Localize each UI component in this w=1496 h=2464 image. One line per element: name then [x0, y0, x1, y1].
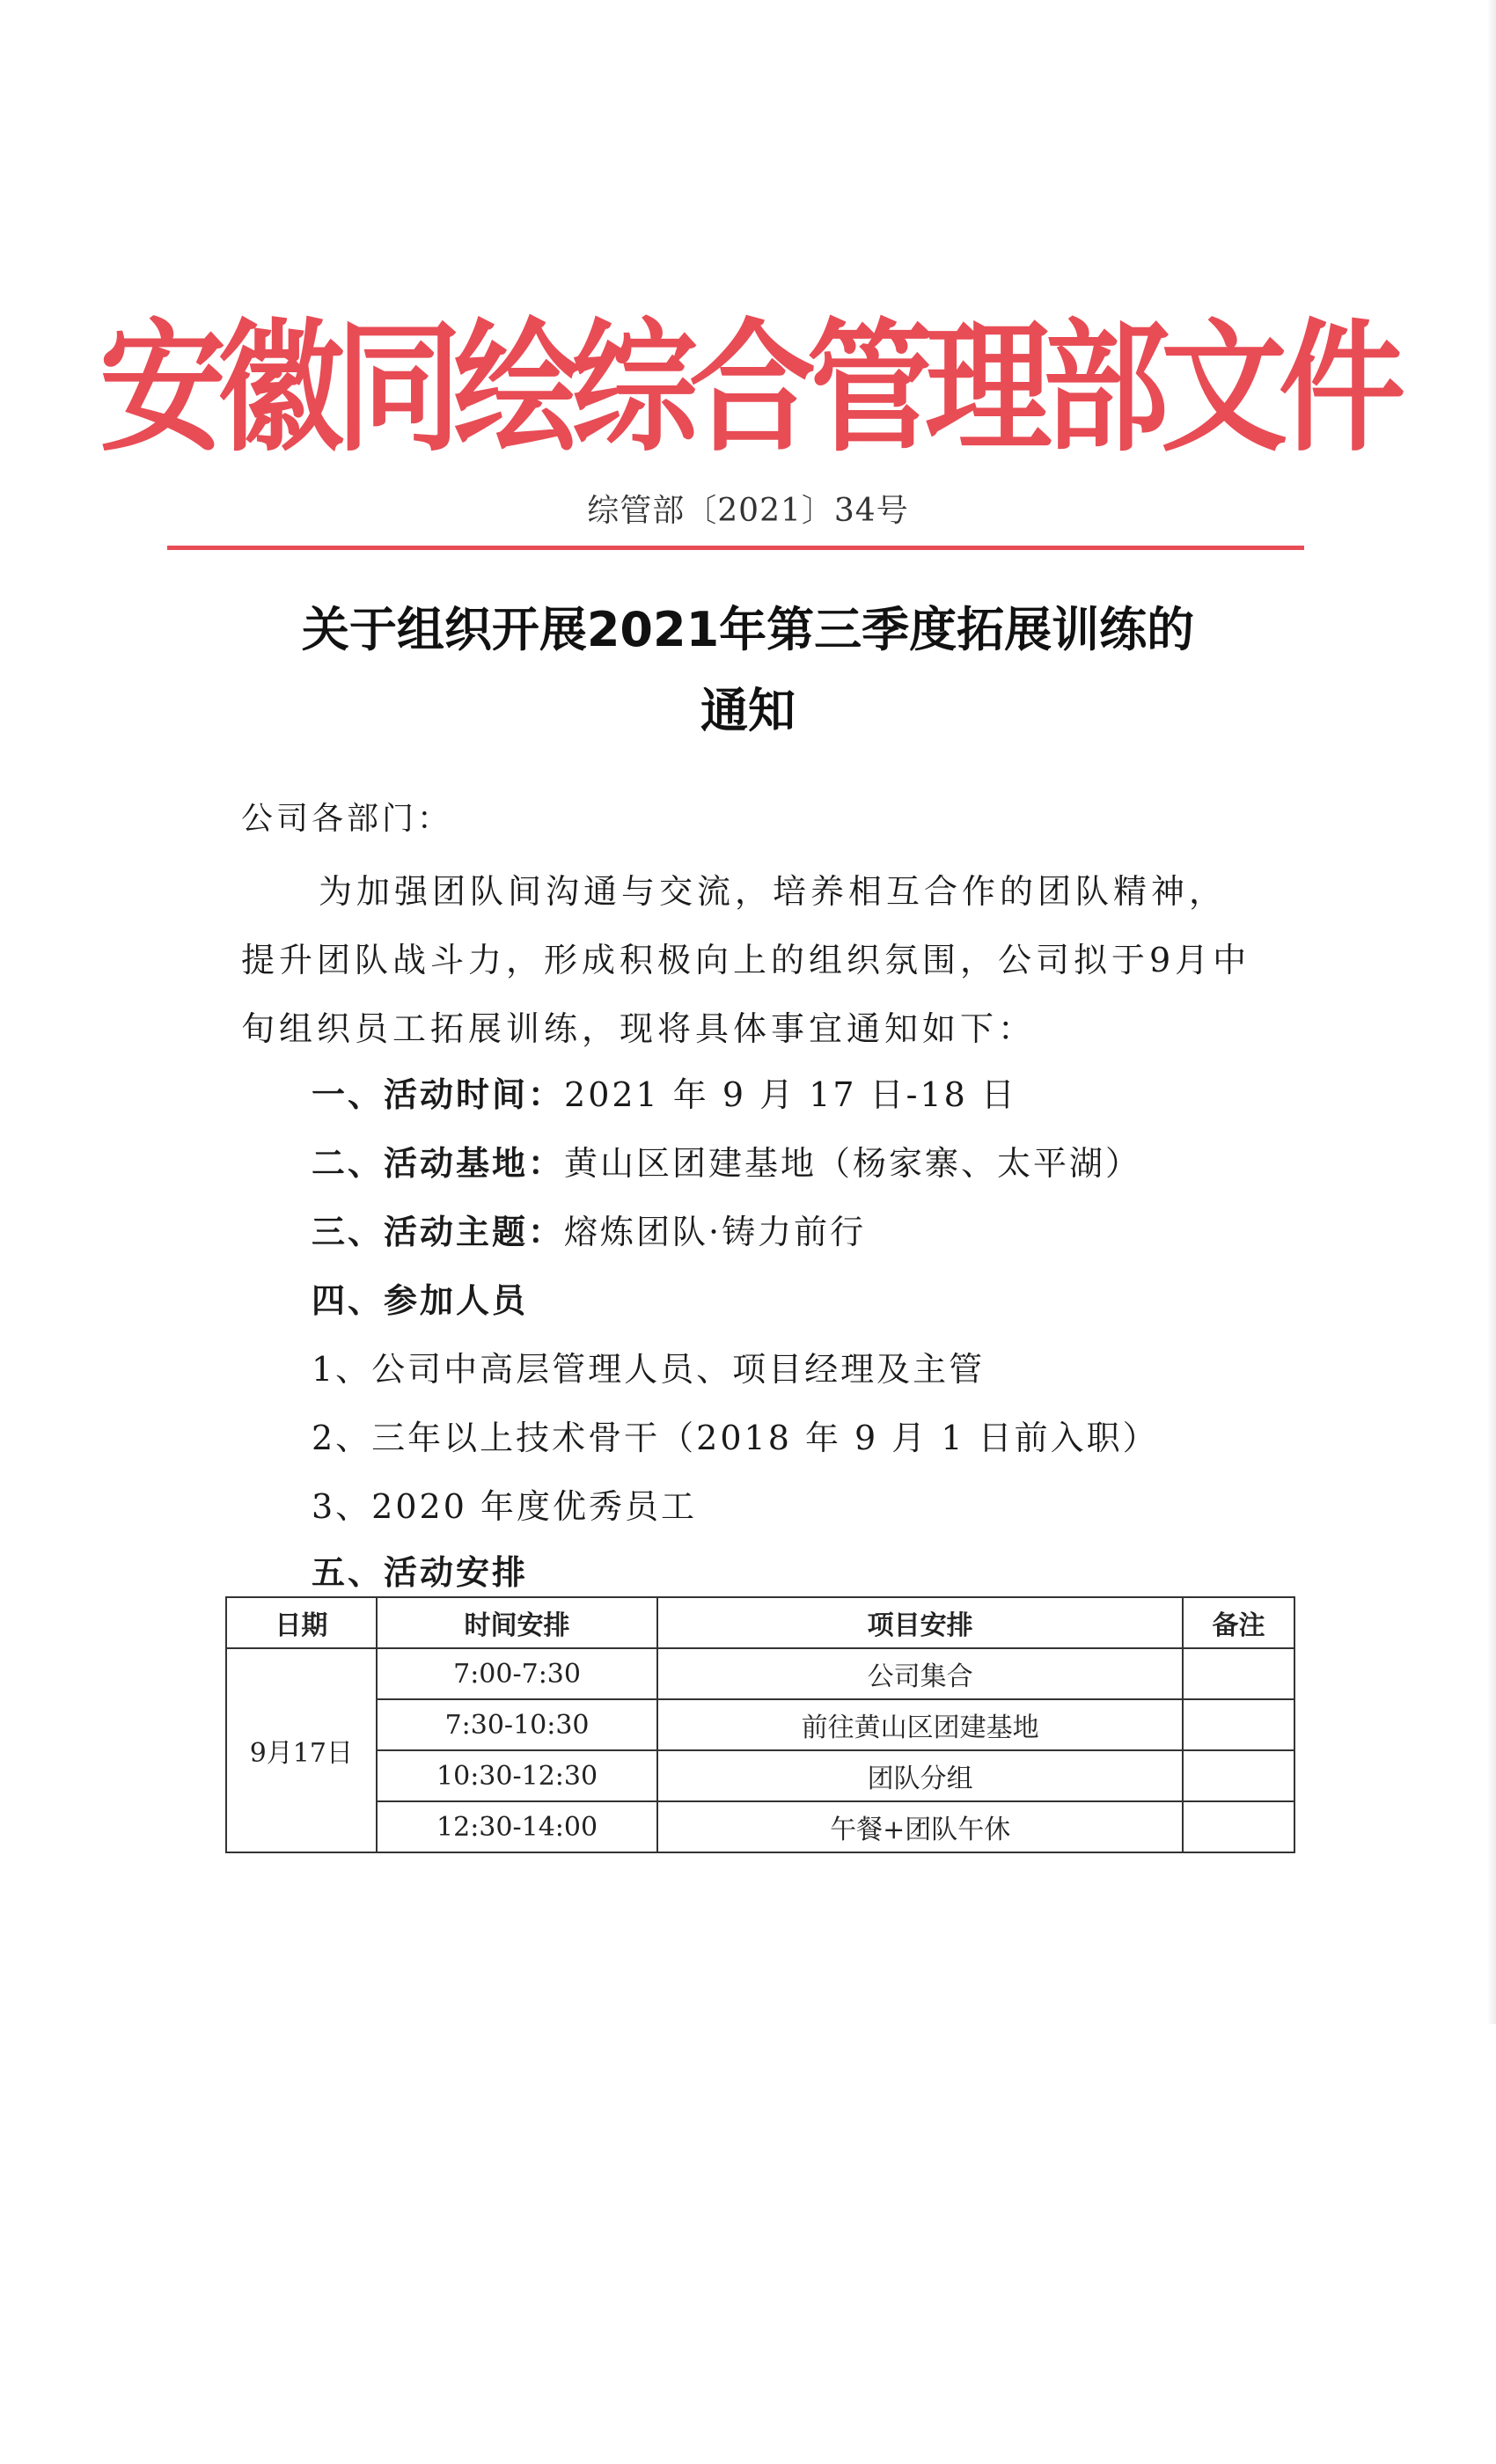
note-cell [1183, 1750, 1294, 1801]
item-label: 二、活动基地： [312, 1144, 565, 1183]
item-cell: 前往黄山区团建基地 [657, 1699, 1183, 1750]
section-schedule-heading: 五、活动安排 [312, 1553, 529, 1592]
participant-line: 2、三年以上技术骨干（2018 年 9 月 1 日前入职） [312, 1419, 1159, 1457]
date-cell: 9月17日 [226, 1648, 377, 1852]
column-header-item: 项目安排 [657, 1597, 1183, 1648]
notice-title-line-2: 通知 [700, 683, 796, 738]
red-divider-line [167, 546, 1304, 550]
time-cell: 7:30-10:30 [377, 1699, 658, 1750]
schedule-table [225, 1596, 1295, 1853]
item-label: 三、活动主题： [312, 1213, 565, 1251]
item-cell: 公司集合 [657, 1648, 1183, 1699]
item-value: 黄山区团建基地（杨家寨、太平湖） [564, 1144, 1142, 1183]
participant-line: 3、2020 年度优秀员工 [312, 1487, 697, 1526]
note-cell [1183, 1801, 1294, 1852]
table-row [226, 1699, 1294, 1750]
column-header-date: 日期 [226, 1597, 377, 1648]
document-header-title: 安徽同绘综合管理部文件 [99, 304, 1397, 471]
item-label: 一、活动时间： [312, 1075, 565, 1114]
column-header-time: 时间安排 [377, 1597, 658, 1648]
table-header-row [226, 1597, 1294, 1648]
item-cell: 午餐+团队午休 [657, 1801, 1183, 1852]
item-activity-theme [312, 1205, 866, 1253]
item-activity-base [312, 1136, 1141, 1184]
item-cell: 团队分组 [657, 1750, 1183, 1801]
column-header-note: 备注 [1183, 1597, 1294, 1648]
section-participants-heading: 四、参加人员 [312, 1281, 529, 1320]
table-row [226, 1750, 1294, 1801]
intro-paragraph: 为加强团队间沟通与交流，培养相互合作的团队精神，提升团队战斗力，形成积极向上的组织氛围，公司拟于9月中旬组织员工拓展训练，现将具体事宜通知如下： [241, 872, 1251, 1048]
item-value: 2021 年 9 月 17 日-18 日 [564, 1075, 1017, 1114]
table-row [226, 1801, 1294, 1852]
item-value: 熔炼团队·铸力前行 [564, 1213, 867, 1251]
table-row [226, 1648, 1294, 1699]
time-cell: 10:30-12:30 [377, 1750, 658, 1801]
item-activity-time [312, 1067, 1017, 1116]
note-cell [1183, 1648, 1294, 1699]
time-cell: 7:00-7:30 [377, 1648, 658, 1699]
participant-line: 1、公司中高层管理人员、项目经理及主管 [312, 1350, 986, 1389]
salutation: 公司各部门： [241, 801, 453, 837]
notice-title-line-1: 关于组织开展2021年第三季度拓展训练的 [301, 602, 1195, 657]
document-number: 综管部〔2021〕34号 [587, 493, 909, 529]
notice-title [0, 590, 1496, 752]
note-cell [1183, 1699, 1294, 1750]
time-cell: 12:30-14:00 [377, 1801, 658, 1852]
